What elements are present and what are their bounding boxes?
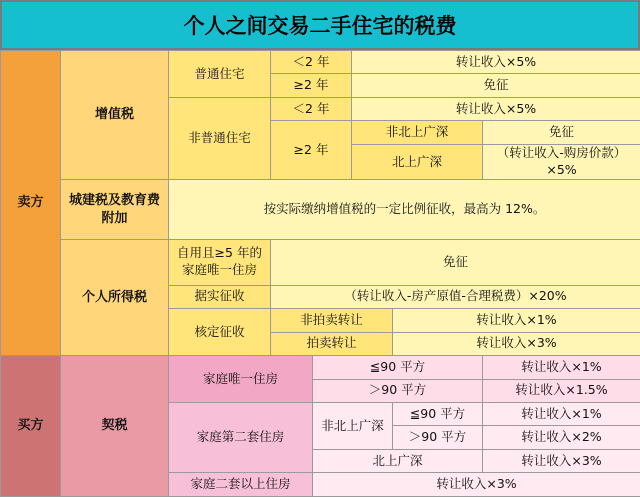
- holding-lt2-label: ＜2 年: [271, 97, 352, 120]
- auction-rate: 转让收入×3%: [393, 332, 640, 355]
- selfuse-label: 自用且≥5 年的家庭唯一住房: [169, 239, 271, 285]
- auction-label: 拍卖转让: [271, 332, 393, 355]
- buyer-label: 买方: [1, 356, 61, 497]
- ordinary-ge2-rate: 免征: [352, 74, 640, 97]
- income-tax-label: 个人所得税: [61, 239, 169, 355]
- ordinary-lt2-rate: 转让收入×5%: [352, 51, 640, 74]
- bsgs-rate: （转让收入-购房价款）×5%: [483, 144, 640, 179]
- vat-label: 增值税: [61, 51, 169, 180]
- second-bsgs-rate: 转让收入×3%: [483, 449, 640, 472]
- non-auction-rate: 转让收入×1%: [393, 309, 640, 332]
- second-non-bsgs-label: 非北上广深: [313, 403, 393, 450]
- nonordinary-housing-label: 非普通住宅: [169, 97, 271, 179]
- table-row: [1, 51, 640, 74]
- approved-collection-label: 核定征收: [169, 309, 271, 356]
- more-housing-rate: 转让收入×3%: [313, 473, 640, 497]
- second-le90-label: ≦90 平方: [393, 403, 483, 426]
- only-le90-rate: 转让收入×1%: [483, 356, 640, 379]
- urban-tax-label: 城建税及教育费附加: [61, 180, 169, 239]
- urban-tax-desc: 按实际缴纳增值税的一定比例征收，最高为 12%。: [169, 180, 640, 239]
- table-title: 个人之间交易二手住宅的税费: [0, 0, 640, 50]
- only-housing-label: 家庭唯一住房: [169, 356, 313, 403]
- second-gt90-rate: 转让收入×2%: [483, 426, 640, 449]
- only-le90-label: ≦90 平方: [313, 356, 483, 379]
- tax-table: [0, 50, 640, 497]
- only-gt90-label: ＞90 平方: [313, 379, 483, 402]
- table-row: [1, 356, 640, 379]
- holding-lt2-label: ＜2 年: [271, 51, 352, 74]
- only-gt90-rate: 转让收入×1.5%: [483, 379, 640, 402]
- seller-label: 卖方: [1, 51, 61, 356]
- holding-ge2-label: ≥2 年: [271, 121, 352, 180]
- second-housing-label: 家庭第二套住房: [169, 403, 313, 473]
- actual-collection-rate: （转让收入-房产原值-合理税费）×20%: [271, 285, 640, 308]
- non-bsgs-label: 非北上广深: [352, 121, 483, 144]
- non-bsgs-rate: 免征: [483, 121, 640, 144]
- selfuse-rate: 免征: [271, 239, 640, 285]
- holding-ge2-label: ≥2 年: [271, 74, 352, 97]
- second-bsgs-label: 北上广深: [313, 449, 483, 472]
- non-auction-label: 非拍卖转让: [271, 309, 393, 332]
- bsgs-label: 北上广深: [352, 144, 483, 179]
- deed-tax-label: 契税: [61, 356, 169, 497]
- second-le90-rate: 转让收入×1%: [483, 403, 640, 426]
- table-row: [1, 239, 640, 285]
- table-row: [1, 180, 640, 239]
- more-housing-label: 家庭二套以上住房: [169, 473, 313, 497]
- nonordinary-lt2-rate: 转让收入×5%: [352, 97, 640, 120]
- ordinary-housing-label: 普通住宅: [169, 51, 271, 98]
- second-gt90-label: ＞90 平方: [393, 426, 483, 449]
- actual-collection-label: 据实征收: [169, 285, 271, 308]
